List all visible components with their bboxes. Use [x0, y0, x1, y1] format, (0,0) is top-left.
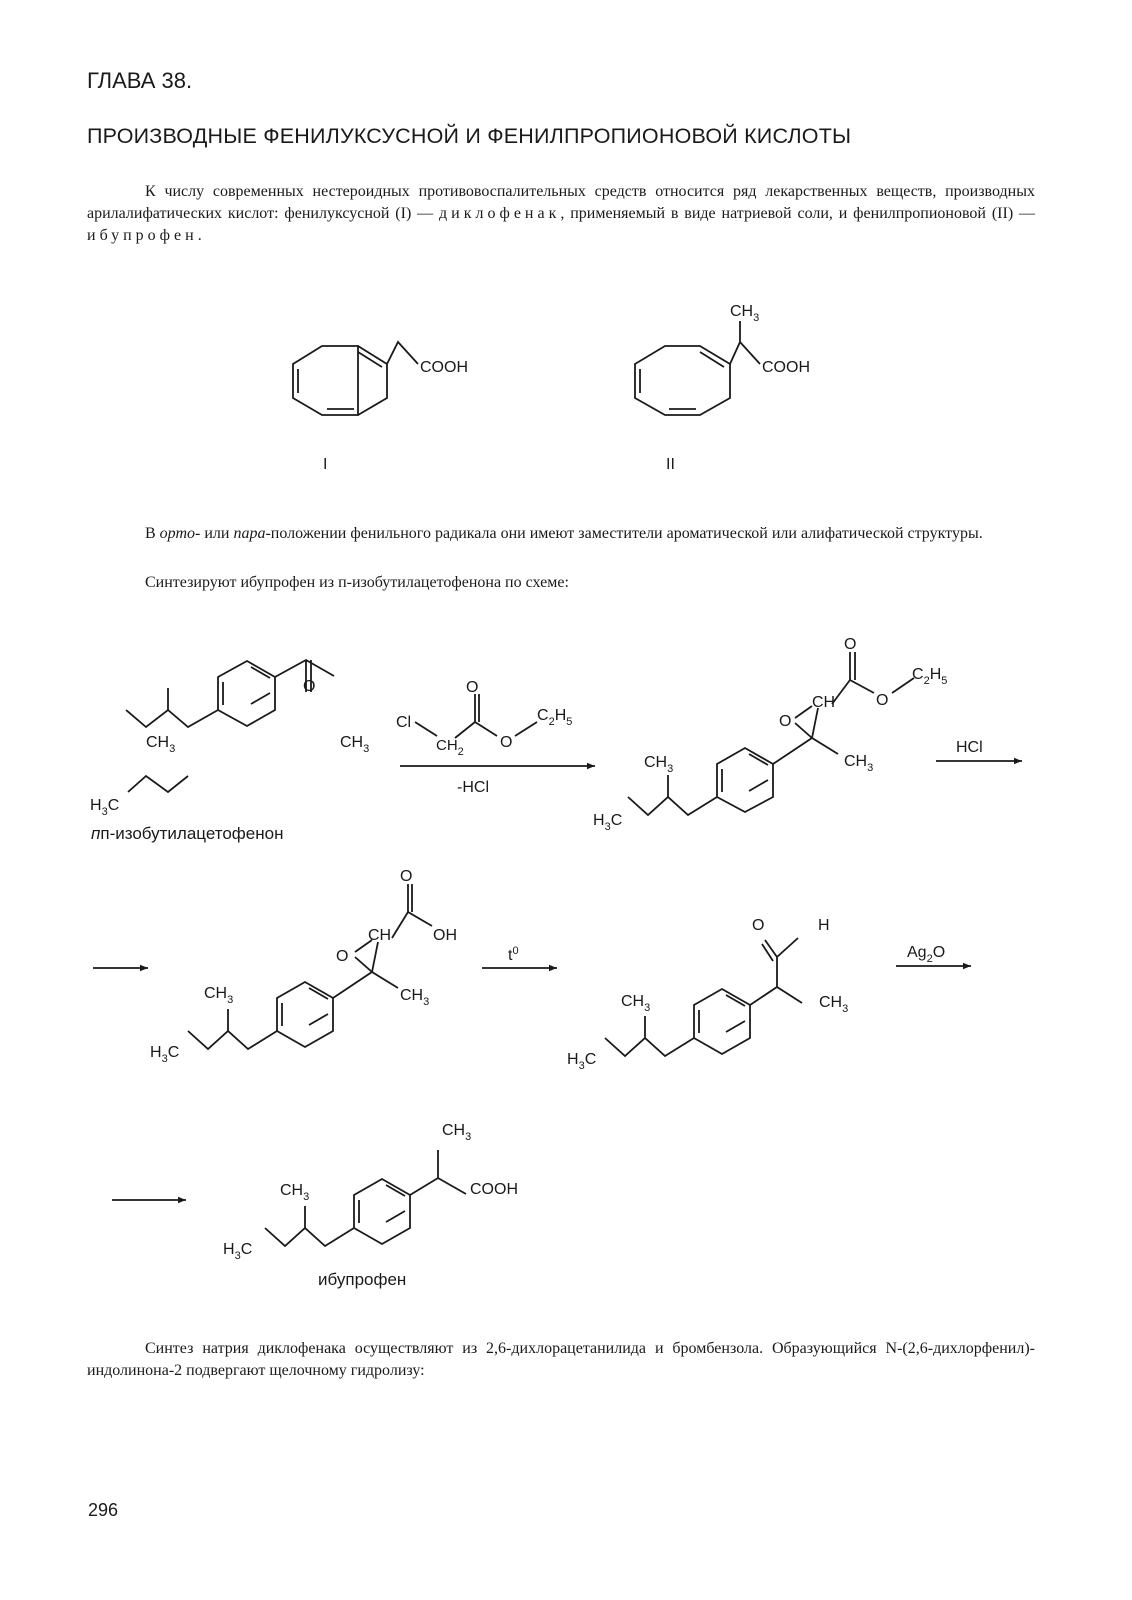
h3c-label: $H_3C$ [150, 1044, 180, 1065]
para2-prefix: В [145, 525, 160, 542]
chapter-title: ПРОИЗВОДНЫЕ ФЕНИЛУКСУСНОЙ И ФЕНИЛПРОПИОНОВОЙ КИСЛОТЫ [87, 124, 852, 148]
starting-material-name: пп-изобутилацетофенон [91, 824, 284, 843]
benzene-ring-icon [218, 661, 275, 726]
oxygen-label: O [336, 948, 349, 965]
diclofenac-synthesis-text: Синтез натрия диклофенака осуществляют из 2,6-дихлорацетанилида и бромбензола. Образующийся N-(2,6-дихлорфенил)-индолинона-2 подвергают щелочному гидролизу: [87, 1340, 1035, 1379]
ch3-label: $CH_3$ [730, 303, 760, 324]
ch3-label: $CH_3$ [621, 993, 651, 1014]
benzene-ring-icon [277, 982, 333, 1047]
h3c-label: $H_3C$ [593, 812, 623, 833]
ch2-label: $CH_2$ [436, 737, 464, 758]
h3c-label: $H_3C$ [90, 797, 120, 818]
ch3-label: $CH_3$ [644, 754, 674, 775]
cl-label: Cl [396, 714, 412, 731]
benzene-ring-icon [354, 1179, 410, 1244]
intro-text-3: . [197, 227, 202, 244]
structure-I-phenylacetic-acid [293, 342, 468, 473]
chapter-heading: ГЛАВА 38. [87, 68, 193, 93]
intro-text-2: , применяемый в виде натриевой соли, и фенилпропионовой (II) — [560, 205, 1036, 222]
oxygen-label: O [500, 734, 513, 751]
ag2o-label: $Ag_2O$ [907, 944, 946, 965]
structure-label-II: II [666, 456, 675, 473]
intro-text-1: К числу современных нестероидных противовоспалительных средств относится ряд лекарственных веществ, производных арилалифатических кислот: фенилуксусной (I) — [87, 183, 1035, 222]
glycidic-acid-structure [150, 868, 457, 1065]
oh-label: OH [433, 927, 457, 944]
para2-rest: положении фенильного радикала они имеют заместители ароматической или алифатической структуры. [270, 525, 983, 542]
ch3-label: $CH_3$ [844, 753, 874, 774]
para-term: пара- [233, 525, 271, 542]
ch3-label: $CH_3$ [442, 1122, 472, 1143]
ch-label: CH [368, 927, 392, 944]
oxygen-label: O [303, 678, 316, 695]
oxygen-label: O [844, 636, 857, 653]
c2h5-label: $C_2H_5$ [912, 666, 948, 687]
h3c-label: $H_3C$ [223, 1241, 253, 1262]
oxygen-label: O [466, 679, 479, 696]
p-isobutylacetophenone-structure [90, 660, 369, 843]
page-number: 296 [88, 1500, 119, 1520]
ch3-label: $CH_3$ [819, 994, 849, 1015]
hcl-label: HCl [956, 739, 983, 756]
ch3-label: $CH_3$ [204, 985, 234, 1006]
glycidic-ester-structure [593, 636, 947, 833]
synthesis-intro-text: Синтезируют ибупрофен из п-изобутилацетофенона по схеме: [145, 574, 569, 591]
structure-II-phenylpropionic-acid [635, 303, 810, 473]
para2-middle: или [200, 525, 234, 542]
diclofenac-term: диклофенак [439, 205, 561, 222]
c2h5-label: $C_2H_5$ [537, 707, 573, 728]
benzene-ring-icon [635, 346, 730, 415]
h-label: H [818, 917, 830, 934]
oxygen-label: O [876, 692, 889, 709]
ch3-label: $CH_3$ [400, 987, 430, 1008]
minus-hcl-label: -HCl [457, 779, 489, 796]
heat-label: $t^0$ [508, 945, 519, 964]
ch3-label: $CH_3$ [280, 1182, 310, 1203]
benzene-ring-icon [717, 748, 773, 812]
cooh-label: COOH [420, 359, 468, 376]
h3c-label: $H_3C$ [567, 1051, 597, 1072]
cooh-label: COOH [762, 359, 810, 376]
ch-label: CH [812, 694, 836, 711]
oxygen-label: O [400, 868, 413, 885]
benzene-ring-icon [694, 989, 750, 1054]
ibuprofen-term: ибупрофен [87, 227, 198, 244]
ortho-term: орто- [159, 525, 201, 542]
ch3-label: $CH_3$ [146, 734, 176, 755]
oxygen-label: O [779, 713, 792, 730]
ibuprofen-structure [223, 1122, 518, 1289]
product-name: ибупрофен [318, 1270, 407, 1289]
ch3-label: $CH_3$ [340, 734, 370, 755]
benzene-ring-icon [293, 346, 387, 415]
aldehyde-structure [567, 917, 848, 1072]
oxygen-label: O [752, 917, 765, 934]
cooh-label: COOH [470, 1181, 518, 1198]
ethyl-chloroacetate-reagent [396, 679, 572, 758]
structure-label-I: I [323, 456, 328, 473]
